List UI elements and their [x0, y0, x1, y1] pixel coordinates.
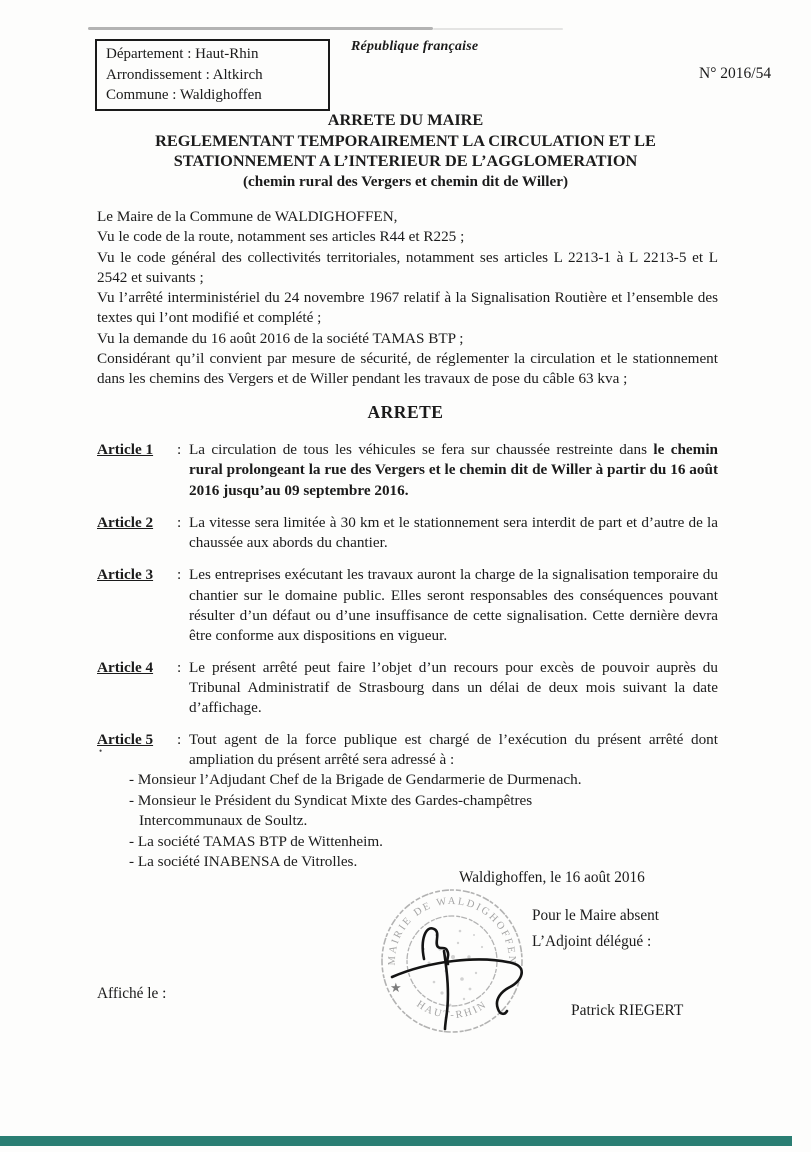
scan-artifact-line: [88, 27, 433, 30]
article-4: [97, 658, 718, 719]
article-1-label: Article 1: [97, 441, 154, 458]
signer-name: Patrick RIEGERT: [571, 1002, 684, 1019]
republique-francaise-label: République française: [351, 39, 479, 54]
title-line-1: ARRETE DU MAIRE: [327, 110, 484, 129]
deputy-line: L’Adjoint délégué :: [532, 932, 652, 950]
article-1: [97, 440, 718, 501]
article-5-recipients-list: [129, 770, 718, 873]
article-1-text-end: .: [404, 481, 409, 499]
article-1-text-bold: le chemin rural prolongeant la rue des Vergers et le chemin dit de Willer à partir du 16 août 2016 jusqu’au 09 septembre 2016: [189, 441, 718, 499]
article-3-text: Les entreprises exécutant les travaux auront la charge de la signalisation temporaire du chantier sur le domaine public. Elles seront responsables des conséquences pouvant résulter d’un défaut ou d’une insuffisance de cette signalisation. Cette dernière devra être conforme aux dispositions en vigueur.: [189, 566, 718, 645]
recipient-item: - La société TAMAS BTP de Wittenheim.: [129, 832, 383, 850]
title-line-2: REGLEMENTANT TEMPORAIREMENT LA CIRCULATION ET LE: [155, 130, 656, 150]
recipient-item: - Monsieur le Président du Syndicat Mixte des Gardes-champêtres: [129, 791, 533, 809]
commune-identity-box: [95, 39, 330, 111]
place-and-date: Waldighoffen, le 16 août 2016: [459, 869, 645, 886]
municipal-stamp: [374, 887, 536, 1041]
article-5-text: Tout agent de la force publique est chargé de l’exécution du présent arrêté dont ampliation du présent arrêté sera adressé à :: [189, 730, 718, 768]
preamble-vu-1: Vu le code de la route, notamment ses articles R44 et R225 ;: [97, 228, 465, 246]
preamble-maire: Le Maire de la Commune de WALDIGHOFFEN,: [97, 208, 398, 225]
article-2: [97, 513, 718, 554]
commune-line: Commune : Waldighoffen: [106, 87, 262, 103]
article-4-colon: :: [177, 658, 182, 676]
arrondissement-line: Arrondissement : Altkirch: [106, 66, 263, 83]
scan-artifact-line-faint: [433, 28, 563, 30]
stamp-arc-top-text: MAIRIE DE WALDIGHOFFEN: [386, 896, 518, 966]
article-1-colon: :: [177, 441, 182, 458]
article-2-colon: :: [177, 513, 182, 531]
articles-section: [97, 440, 718, 873]
signature-capacity-block: [532, 903, 659, 954]
article-3-label: Article 3: [97, 566, 154, 584]
article-3-colon: :: [177, 566, 182, 584]
article-3: [97, 565, 718, 646]
article-4-text: Le présent arrêté peut faire l’objet d’un recours pour excès de pouvoir auprès du Tribunal Administratif de Strasbourg dans un délai de deux mois suivant la date d’affichage.: [189, 658, 718, 717]
bottom-teal-strip: [0, 1136, 792, 1146]
document-number: N° 2016/54: [699, 65, 772, 82]
preamble-vu-4: Vu la demande du 16 août 2016 de la société TAMAS BTP ;: [97, 329, 464, 347]
arrete-heading: ARRETE: [367, 402, 444, 422]
article-4-label: Article 4: [97, 658, 154, 676]
article-2-text: La vitesse sera limitée à 30 km et le stationnement sera interdit de part et d’autre de la chaussée aux abords du chantier.: [189, 513, 718, 552]
title-line-3: STATIONNEMENT A L’INTERIEUR DE L’AGGLOMERATION: [173, 151, 638, 170]
stamp-and-signature-graphic: [374, 887, 536, 1041]
article-5-colon: :: [177, 730, 182, 748]
article-1-text-normal: La circulation de tous les véhicules se fera sur chaussée restreinte dans: [189, 441, 654, 458]
preamble-vu-3: Vu l’arrêté interministériel du 24 novembre 1967 relatif à la Signalisation Routière et l’ensemble des textes qui l’ont modifié et complété ;: [97, 289, 718, 327]
departement-line: Département : Haut-Rhin: [106, 46, 259, 62]
stamp-arc-bottom-text: HAUT-RHIN: [414, 998, 490, 1022]
title-line-4: (chemin rural des Vergers et chemin dit de Willer): [242, 172, 569, 190]
article-5: [97, 730, 718, 771]
preamble: [97, 207, 718, 390]
article-2-label: Article 2: [97, 513, 154, 531]
recipient-item: - La société INABENSA de Vitrolles.: [129, 853, 358, 871]
posted-on-label: Affiché le :: [97, 985, 167, 1002]
preamble-vu-2: Vu le code général des collectivités territoriales, notamment ses articles L 2213-1 à L 2213-5 et L 2542 et suivants ;: [97, 248, 718, 286]
scan-artifact-dot: •: [99, 746, 103, 756]
star-icon: ★: [390, 980, 402, 995]
document-title: [0, 110, 811, 192]
preamble-considerant: Considérant qu’il convient par mesure de sécurité, de réglementer la circulation et le stationnement dans les chemins des Vergers et de Willer pendant les travaux de pose du câble 63 kva ;: [97, 350, 718, 388]
for-mayor-line: Pour le Maire absent: [532, 907, 660, 924]
article-5-label: Article 5: [97, 730, 154, 748]
stamp-emblem-speckles: [423, 930, 483, 1007]
recipient-item: - Monsieur l’Adjudant Chef de la Brigade de Gendarmerie de Durmenach.: [129, 771, 582, 789]
recipient-item-continuation: Intercommunaux de Soultz.: [139, 812, 308, 830]
article-1-text: [189, 440, 718, 501]
